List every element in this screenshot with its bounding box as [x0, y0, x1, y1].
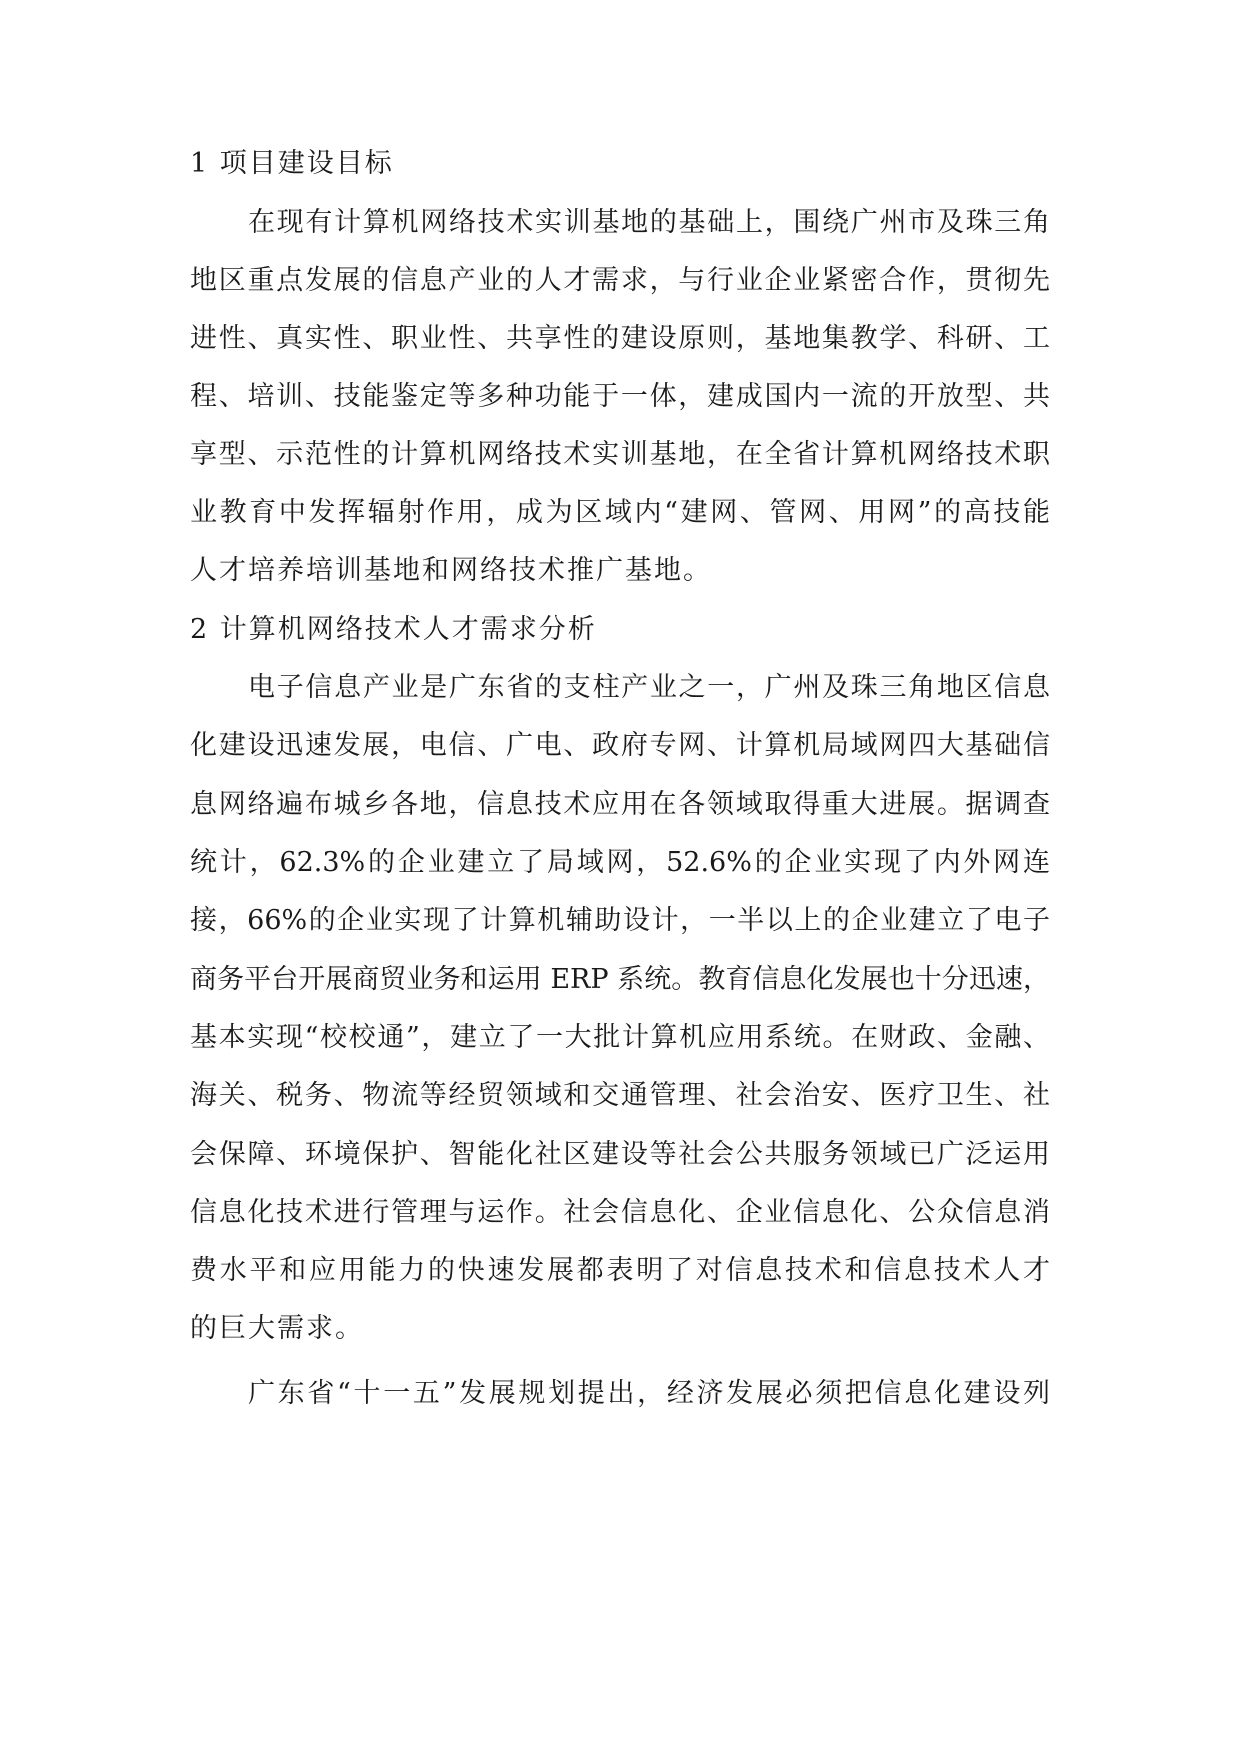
paragraph-line: 海关、税务、物流等经贸领域和交通管理、社会治安、医疗卫生、社 — [190, 1080, 1050, 1111]
paragraph-line: 基本实现“校校通”，建立了一大批计算机应用系统。在财政、金融、 — [190, 1022, 1050, 1053]
paragraph-line: 在现有计算机网络技术实训基地的基础上，围绕广州市及珠三角 — [248, 207, 1050, 238]
paragraph-line: 程、培训、技能鉴定等多种功能于一体，建成国内一流的开放型、共 — [190, 381, 1050, 412]
paragraph-line: 广东省“十一五”发展规划提出，经济发展必须把信息化建设列 — [248, 1378, 1050, 1409]
paragraph-line: 费水平和应用能力的快速发展都表明了对信息技术和信息技术人才 — [190, 1255, 1050, 1286]
paragraph-line: 会保障、环境保护、智能化社区建设等社会公共服务领域已广泛运用 — [190, 1139, 1050, 1170]
paragraph-line: 业教育中发挥辐射作用，成为区域内“建网、管网、用网”的高技能 — [190, 497, 1050, 528]
paragraph-line: 电子信息产业是广东省的支柱产业之一，广州及珠三角地区信息 — [248, 672, 1050, 703]
paragraph-line: 地区重点发展的信息产业的人才需求，与行业企业紧密合作，贯彻先 — [190, 265, 1050, 296]
paragraph-line: 人才培养培训基地和网络技术推广基地。 — [190, 555, 712, 586]
paragraph-line: 息网络遍布城乡各地，信息技术应用在各领域取得重大进展。据调查 — [190, 789, 1050, 820]
paragraph-line: 信息化技术进行管理与运作。社会信息化、企业信息化、公众信息消 — [190, 1197, 1050, 1228]
paragraph-line: 接，66%的企业实现了计算机辅助设计，一半以上的企业建立了电子 — [190, 905, 1050, 936]
section-1-heading: 1 项目建设目标 — [190, 148, 394, 179]
paragraph-line: 统计，62.3%的企业建立了局域网，52.6%的企业实现了内外网连 — [190, 847, 1050, 878]
paragraph-line: 享型、示范性的计算机网络技术实训基地，在全省计算机网络技术职 — [190, 439, 1050, 470]
paragraph-line: 进性、真实性、职业性、共享性的建设原则，基地集教学、科研、工 — [190, 323, 1050, 354]
paragraph-line: 的巨大需求。 — [190, 1313, 364, 1344]
paragraph-line: 商务平台开展商贸业务和运用 ERP 系统。教育信息化发展也十分迅速， — [190, 964, 1050, 995]
paragraph-line: 化建设迅速发展，电信、广电、政府专网、计算机局域网四大基础信 — [190, 730, 1050, 761]
section-2-heading: 2 计算机网络技术人才需求分析 — [190, 614, 597, 645]
